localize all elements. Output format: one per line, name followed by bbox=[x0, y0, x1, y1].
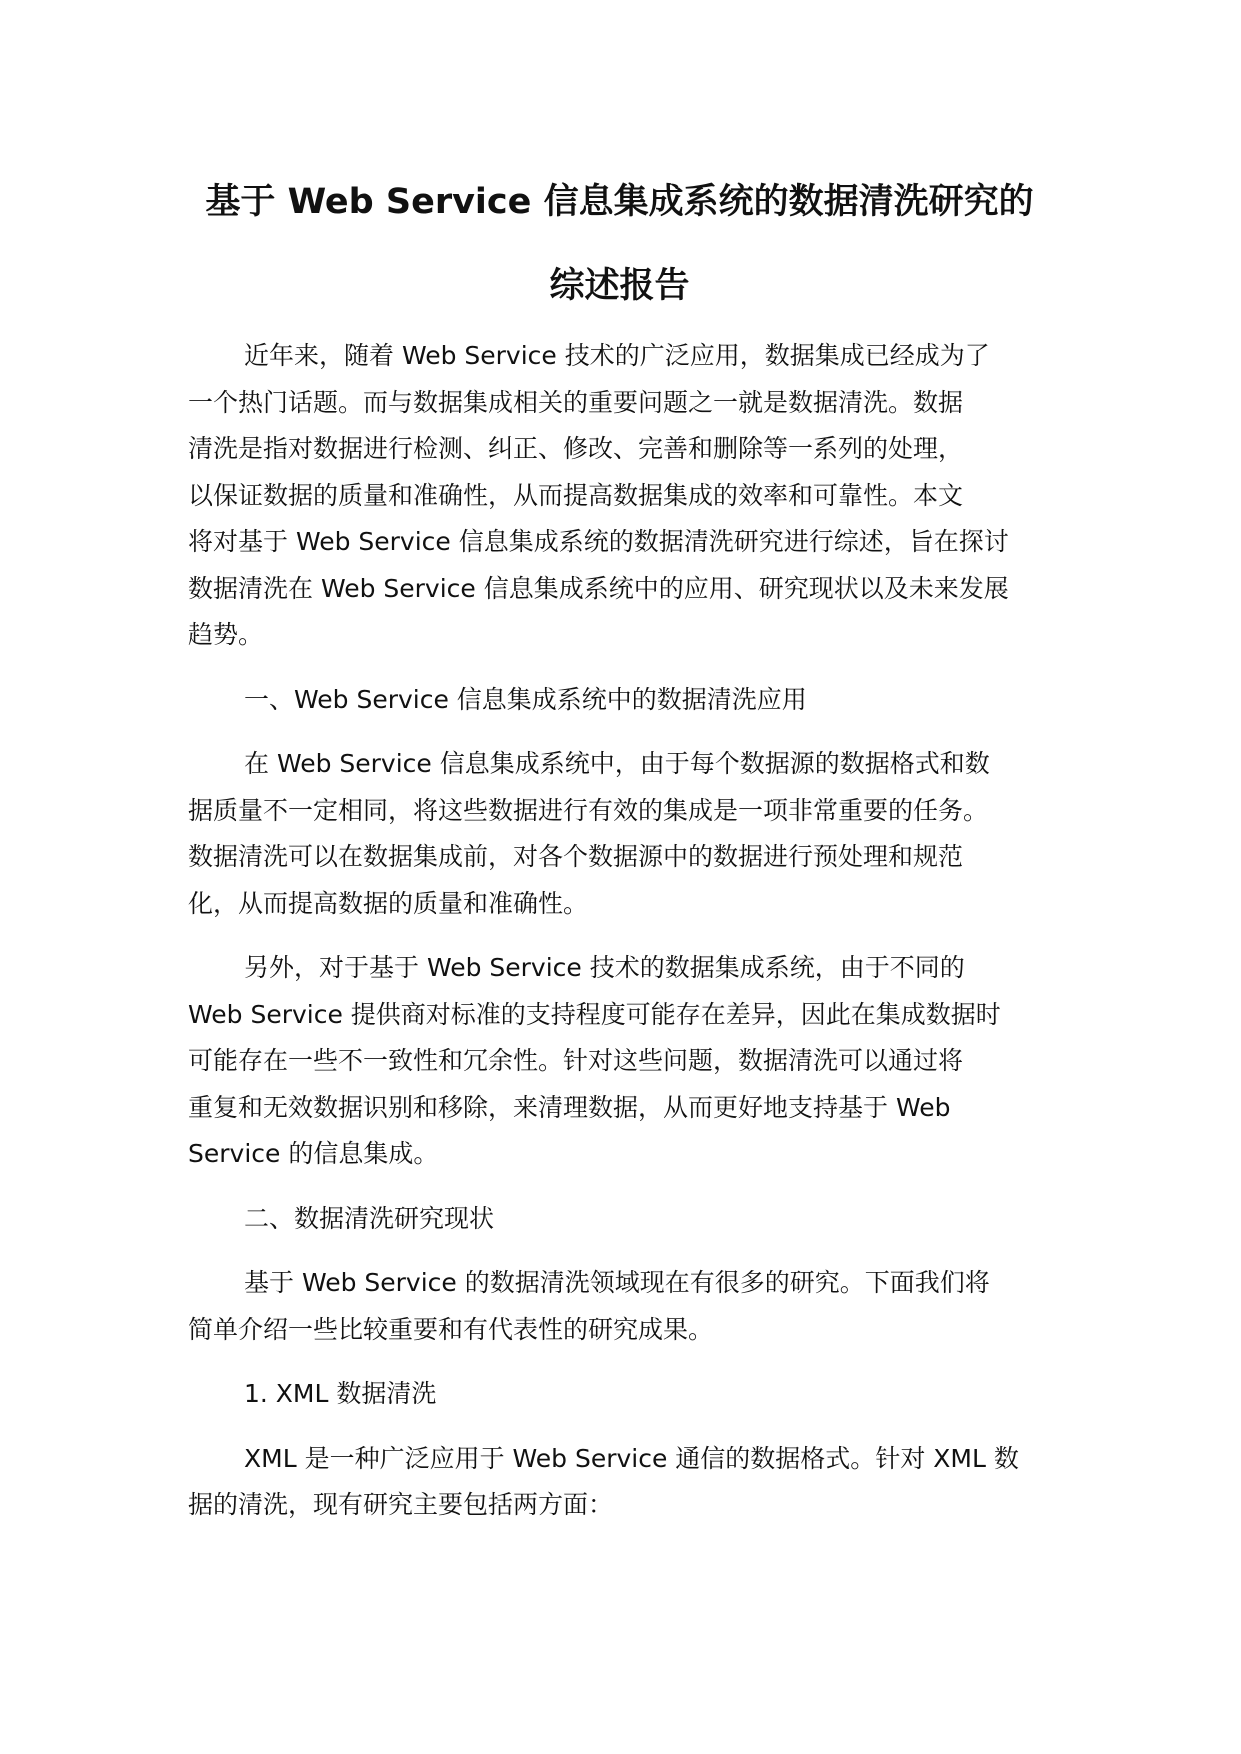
section-heading-2 bbox=[188, 1196, 1068, 1243]
text-line: 一、Web Service 信息集成系统中的数据清洗应用 bbox=[244, 684, 807, 714]
text-line: 数据清洗在 Web Service 信息集成系统中的应用、研究现状以及未来发展 bbox=[188, 573, 1009, 603]
text-line: 在 Web Service 信息集成系统中，由于每个数据源的数据格式和数 bbox=[244, 749, 990, 778]
text-line: 二、数据清洗研究现状 bbox=[244, 1203, 495, 1233]
text-line: 基于 Web Service 的数据清洗领域现在有很多的研究。下面我们将 bbox=[244, 1268, 990, 1297]
text-line: 另外，对于基于 Web Service 技术的数据集成系统，由于不同的 bbox=[244, 953, 965, 982]
text-line: 趋势。 bbox=[188, 620, 264, 649]
text-line: 将对基于 Web Service 信息集成系统的数据清洗研究进行综述，旨在探讨 bbox=[188, 527, 1009, 556]
paragraph-research-status bbox=[188, 1260, 1068, 1353]
document-title-line-1: 基于 Web Service 信息集成系统的数据清洗研究的 bbox=[205, 182, 1034, 222]
text-line: XML 是一种广泛应用于 Web Service 通信的数据格式。针对 XML 数 bbox=[244, 1443, 1019, 1473]
text-line: 化，从而提高数据的质量和准确性。 bbox=[188, 888, 589, 918]
document-body bbox=[188, 333, 1068, 1529]
text-line: 据质量不一定相同，将这些数据进行有效的集成是一项非常重要的任务。 bbox=[188, 795, 989, 825]
text-line: 据的清洗，现有研究主要包括两方面： bbox=[188, 1490, 614, 1519]
section-heading-1 bbox=[188, 677, 1068, 724]
text-line: 以保证数据的质量和准确性，从而提高数据集成的效率和可靠性。本文 bbox=[188, 480, 964, 510]
subsection-heading-xml bbox=[188, 1371, 1068, 1418]
text-line: 近年来，随着 Web Service 技术的广泛应用，数据集成已经成为了 bbox=[244, 341, 990, 370]
text-line: Web Service 提供商对标准的支持程度可能存在差异，因此在集成数据时 bbox=[188, 999, 1001, 1029]
text-line: 简单介绍一些比较重要和有代表性的研究成果。 bbox=[188, 1314, 714, 1344]
document-title-line-2: 综述报告 bbox=[549, 266, 690, 306]
text-line: 重复和无效数据识别和移除，来清理数据，从而更好地支持基于 Web bbox=[188, 1092, 951, 1122]
paragraph-inconsistency bbox=[188, 945, 1068, 1178]
text-line: Service 的信息集成。 bbox=[188, 1139, 439, 1168]
text-line: 数据清洗可以在数据集成前，对各个数据源中的数据进行预处理和规范 bbox=[188, 842, 964, 871]
paragraph-intro bbox=[188, 333, 1068, 659]
text-line: 清洗是指对数据进行检测、纠正、修改、完善和删除等一系列的处理， bbox=[188, 434, 964, 463]
text-line: 1. XML 数据清洗 bbox=[244, 1379, 437, 1408]
paragraph-application bbox=[188, 741, 1068, 927]
text-line: 一个热门话题。而与数据集成相关的重要问题之一就是数据清洗。数据 bbox=[188, 387, 964, 417]
paragraph-xml bbox=[188, 1436, 1068, 1529]
text-line: 可能存在一些不一致性和冗余性。针对这些问题，数据清洗可以通过将 bbox=[188, 1046, 964, 1075]
